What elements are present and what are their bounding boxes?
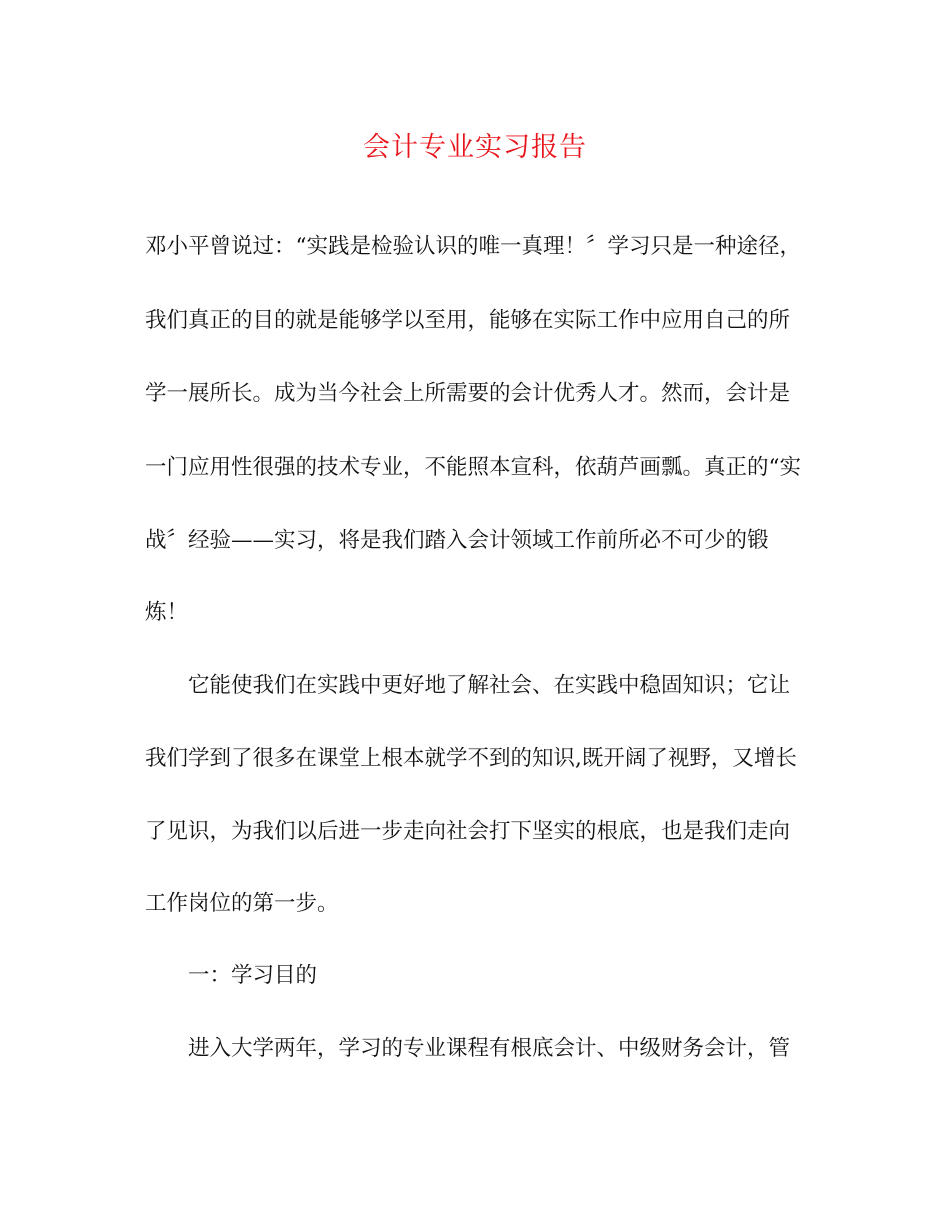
paragraph-line: 了见识，为我们以后进一步走向社会打下坚实的根底，也是我们走向 <box>145 819 791 844</box>
paragraph-line: 战〞经验——实习，将是我们踏入会计领域工作前所必不可少的锻 <box>145 528 769 553</box>
document-title: 会计专业实习报告 <box>363 132 587 163</box>
paragraph-line: 一门应用性很强的技术专业，不能照本宣科，依葫芦画瓢。真正的“实 <box>145 455 801 480</box>
paragraph-line: 学一展所长。成为当今社会上所需要的会计优秀人才。然而，会计是 <box>145 381 791 406</box>
paragraph-line: 我们学到了很多在课堂上根本就学不到的知识,既开阔了视野，又增长 <box>145 746 797 771</box>
paragraph-line: 进入大学两年，学习的专业课程有根底会计、中级财务会计，管 <box>188 1036 791 1061</box>
paragraph-line: 邓小平曾说过：“实践是检验认识的唯一真理！〞学习只是一种途径， <box>145 234 801 259</box>
paragraph-line: 它能使我们在实践中更好地了解社会、在实践中稳固知识；它让 <box>188 673 791 698</box>
section-heading: 一：学习目的 <box>188 963 318 988</box>
paragraph-line: 我们真正的目的就是能够学以至用，能够在实际工作中应用自己的所 <box>145 308 791 333</box>
paragraph-line: 炼！ <box>145 600 189 625</box>
paragraph-line: 工作岗位的第一步。 <box>145 891 339 916</box>
